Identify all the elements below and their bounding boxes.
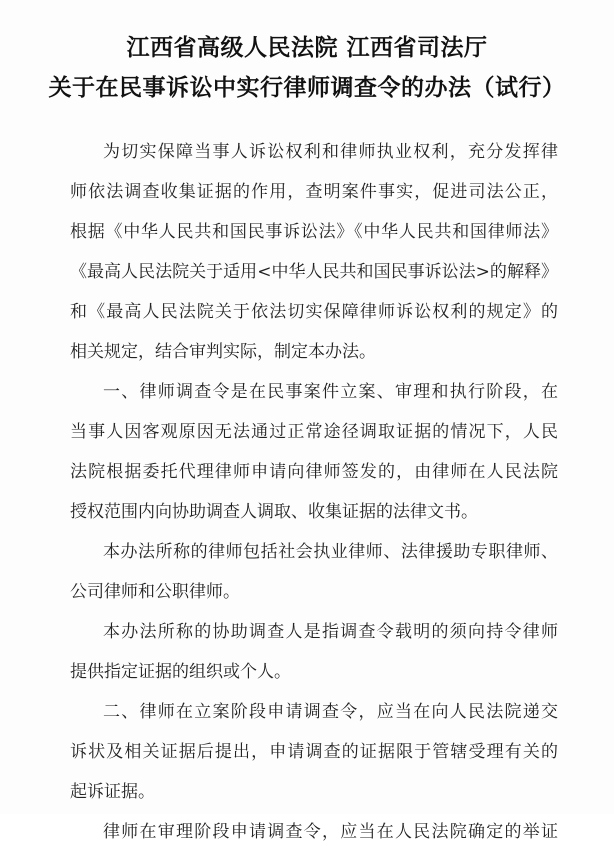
assistant-definition-line: 本办法所称的协助调查人是指调查令载明的须向持令律师 [103,622,558,642]
document-title-line-1: 江西省高级人民法院 江西省司法厅 [126,35,488,61]
document-title-line-2: 关于在民事诉讼中实行律师调查令的办法（试行） [48,75,566,101]
preamble-line: 和《最高人民法院关于依法切实保障律师诉讼权利的规定》的 [70,302,558,322]
article-1-line: 一、律师调查令是在民事案件立案、审理和执行阶段，在 [103,382,558,402]
article-1-line: 授权范围内向协助调查人调取、收集证据的法律文书。 [70,502,478,522]
article-2-line: 起诉证据。 [70,782,155,802]
preamble-line: 根据《中华人民共和国民事诉讼法》《中华人民共和国律师法》 [70,222,558,242]
lawyer-definition-line: 本办法所称的律师包括社会执业律师、法律援助专职律师、 [103,542,558,562]
preamble-line: 为切实保障当事人诉讼权利和律师执业权利，充分发挥律 [103,142,558,162]
article-2-line: 诉状及相关证据后提出，申请调查的证据限于管辖受理有关的 [70,742,558,762]
article-1-line: 当事人因客观原因无法通过正常途径调取证据的情况下，人民 [70,422,558,442]
article-1-line: 法院根据委托代理律师申请向律师签发的，由律师在人民法院 [70,462,558,482]
assistant-definition-line: 提供指定证据的组织或个人。 [70,662,291,682]
preamble-line: 师依法调查收集证据的作用，查明案件事实，促进司法公正， [70,182,558,202]
trial-stage-line: 律师在审理阶段申请调查令，应当在人民法院确定的举证 [103,822,558,842]
lawyer-definition-line: 公司律师和公职律师。 [70,582,240,602]
preamble-line: 相关规定，结合审判实际，制定本办法。 [70,342,376,362]
article-2-line: 二、律师在立案阶段申请调查令，应当在向人民法院递交 [103,702,558,722]
preamble-line: 《最高人民法院关于适用<中华人民共和国民事诉讼法>的解释》 [70,262,558,282]
